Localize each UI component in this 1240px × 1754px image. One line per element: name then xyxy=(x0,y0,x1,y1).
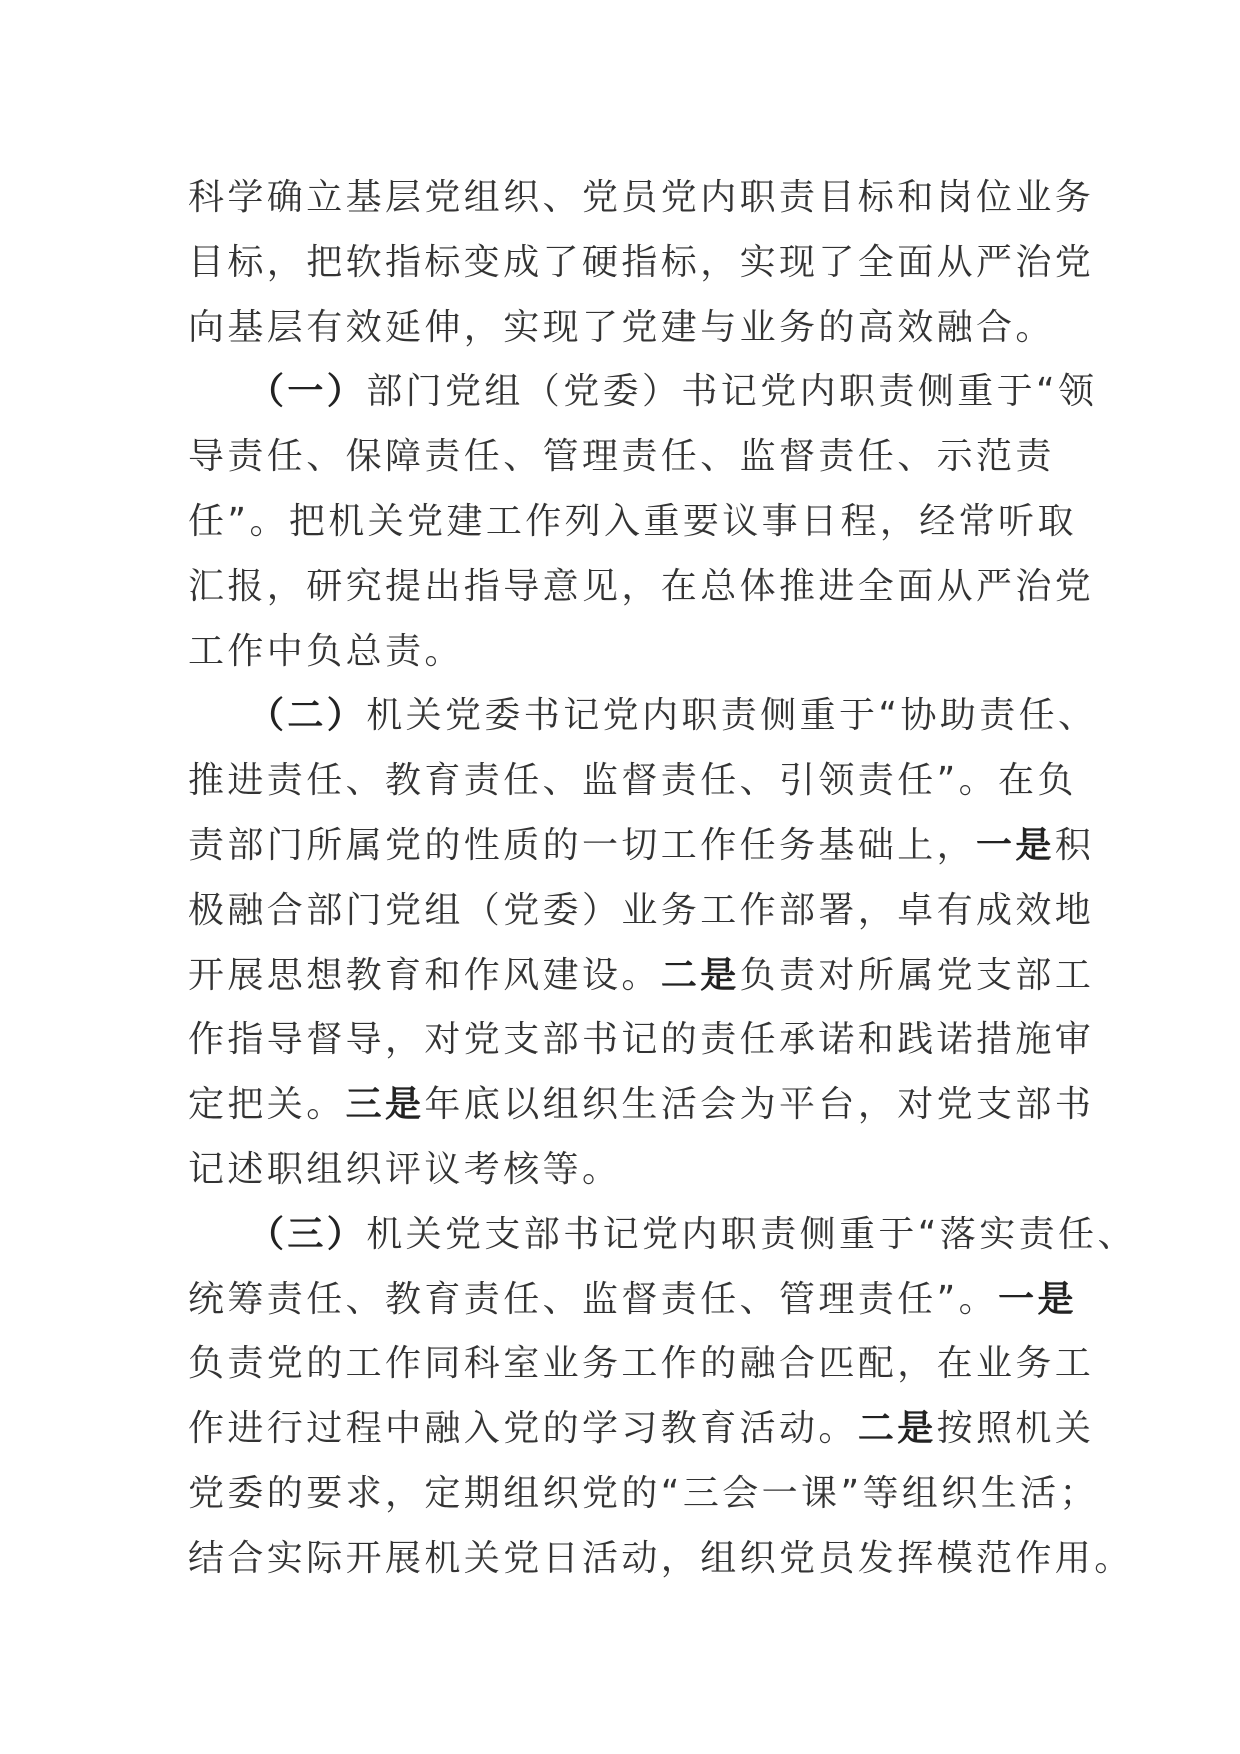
text-line: 记述职组织评议考核等。 xyxy=(188,1148,622,1190)
section-1-heading: （一） xyxy=(248,371,367,413)
document-body xyxy=(188,166,1137,1592)
text-line xyxy=(188,684,1098,749)
section-3-heading: （三） xyxy=(248,1213,367,1255)
text-line: 科学确立基层党组织、党员党内职责目标和岗位业务 xyxy=(188,177,1095,218)
text-line xyxy=(188,814,1095,879)
text-span: 年底以组织生活会为平台，对党支部书 xyxy=(424,1084,1095,1126)
text-span: 按照机关 xyxy=(936,1408,1095,1450)
text-span: 负责对所属党支部工 xyxy=(739,954,1095,996)
text-line: 导责任、保障责任、管理责任、监督责任、示范责 xyxy=(188,436,1055,478)
text-span: 责部门所属党的性质的一切工作任务基础上， xyxy=(188,824,977,866)
text-line xyxy=(188,360,1098,425)
text-span: 开展思想教育和作风建设。 xyxy=(188,954,661,996)
intro-paragraph xyxy=(188,166,1095,360)
text-line: 向基层有效延伸，实现了党建与业务的高效融合。 xyxy=(188,306,1055,348)
text-line xyxy=(188,1203,1137,1268)
text-line: 目标，把软指标变成了硬指标，实现了全面从严治党 xyxy=(188,241,1095,283)
text-span: 积 xyxy=(1054,824,1095,866)
section-2-paragraph xyxy=(188,684,1098,1202)
text-span: 机关党支部书记党内职责侧重于“落实责任、 xyxy=(366,1213,1137,1255)
emphasis-third: 三是 xyxy=(345,1084,425,1126)
text-line xyxy=(188,944,1095,1009)
text-line xyxy=(188,1073,1095,1138)
text-span: 部门党组（党委）书记党内职责侧重于“领 xyxy=(366,371,1098,413)
section-1-paragraph xyxy=(188,360,1098,684)
text-line: 极融合部门党组（党委）业务工作部署，卓有成效地 xyxy=(188,889,1095,931)
text-line: 汇报，研究提出指导意见，在总体推进全面从严治党 xyxy=(188,565,1095,607)
text-line: 作指导督导，对党支部书记的责任承诺和践诺措施审 xyxy=(188,1019,1095,1061)
text-line: 党委的要求，定期组织党的“三会一课”等组织生活； xyxy=(188,1472,1099,1514)
text-line: 推进责任、教育责任、监督责任、引领责任”。在负 xyxy=(188,760,1077,802)
text-line: 结合实际开展机关党日活动，组织党员发挥模范作用。 xyxy=(188,1537,1134,1579)
emphasis-second: 二是 xyxy=(857,1408,937,1450)
emphasis-second: 二是 xyxy=(660,954,740,996)
emphasis-first: 一是 xyxy=(976,824,1055,866)
text-line xyxy=(188,1268,1077,1333)
text-span: 定把关。 xyxy=(188,1084,346,1126)
text-line: 任”。把机关党建工作列入重要议事日程，经常听取 xyxy=(188,500,1077,542)
text-line: 工作中负总责。 xyxy=(188,630,464,672)
text-span: 机关党委书记党内职责侧重于“协助责任、 xyxy=(366,695,1098,737)
emphasis-first: 一是 xyxy=(998,1278,1077,1320)
text-line: 负责党的工作同科室业务工作的融合匹配，在业务工 xyxy=(188,1343,1095,1385)
section-2-heading: （二） xyxy=(248,695,367,737)
text-line xyxy=(188,1397,1095,1462)
text-span: 统筹责任、教育责任、监督责任、管理责任”。 xyxy=(188,1278,999,1320)
text-span: 作进行过程中融入党的学习教育活动。 xyxy=(188,1408,858,1450)
section-3-paragraph xyxy=(188,1203,1137,1592)
